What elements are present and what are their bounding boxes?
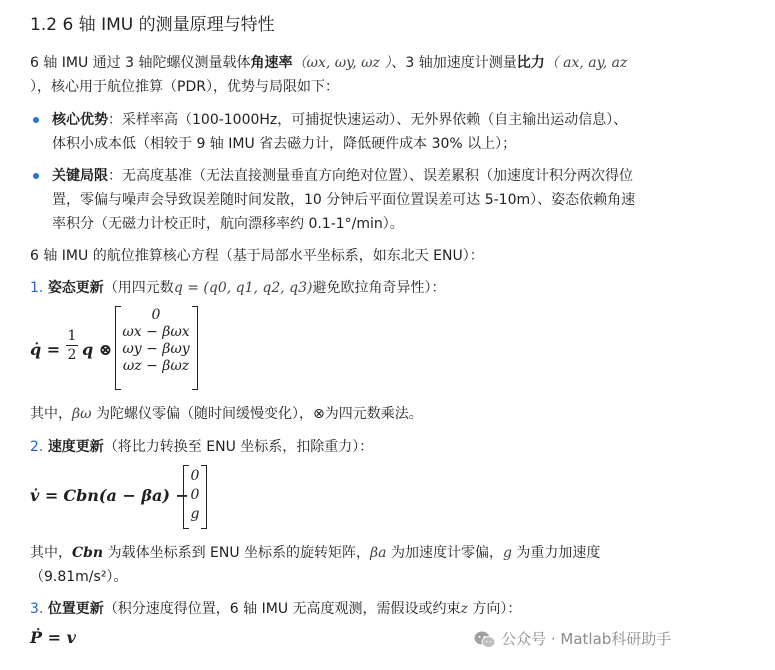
intro-text-1: 6 轴 IMU 通过 3 轴陀螺仪测量载体: [30, 55, 251, 71]
step-2-heading: [30, 436, 373, 458]
note-text: 其中，: [30, 406, 72, 422]
note-text: 其中，: [30, 545, 72, 561]
vector-entry: ωz − βωz: [122, 358, 190, 374]
bullet-advantage-line-1: [52, 109, 627, 131]
step-desc: 方向）：: [472, 601, 522, 617]
step-desc: （积分速度得位置，6 轴 IMU 无高度观测，需假设或约束: [103, 601, 461, 617]
step-2-note-line-2: （9.81m/s²）。: [30, 569, 128, 585]
vector-entry: 0: [190, 468, 200, 484]
step-number: 1.: [30, 280, 44, 296]
watermark-text: 公众号 · Matlab科研助手: [501, 630, 672, 648]
equation-vector-attitude: [121, 307, 191, 375]
bullet-dot: [33, 173, 39, 179]
equation-lhs: v̇ =: [30, 486, 59, 505]
vector-entry: ωx − βωx: [122, 324, 190, 340]
step-math: z: [460, 601, 468, 617]
step-title: 位置更新: [47, 601, 104, 617]
step-title: 速度更新: [47, 439, 104, 455]
step-math: q = (q0, q1, q2, q3): [173, 280, 313, 296]
bullet-advantage-line-2: 体积小成本低（相较于 9 轴 IMU 省去磁力计，降低硬件成本 30% 以上）；: [52, 136, 517, 152]
note-text: 为陀螺仪零偏（随时间缓慢变化），: [95, 406, 313, 422]
step-desc: （用四元数: [103, 280, 174, 296]
step-2-note-line-1: [30, 542, 600, 564]
bullet-limitation-text: ：无高度基准（无法直接测量垂直方向绝对位置）、误差累积（加速度计积分两次得位: [108, 168, 633, 184]
step-1-heading: [30, 277, 446, 299]
intro-line-1: [30, 52, 627, 74]
equation-position: [30, 628, 76, 647]
intro-math-accel: （ ax, ay, az: [544, 55, 628, 71]
step-desc: （将比力转换至 ENU 坐标系，扣除重力）：: [103, 439, 374, 455]
intro-bold-angular-rate: 角速率: [250, 55, 293, 71]
equation-velocity: [30, 486, 189, 505]
intro-math-omega: （ωx, ωy, ωz ）: [292, 55, 392, 71]
note-math: βa: [370, 545, 387, 561]
section-heading: 1.2 6 轴 IMU 的测量原理与特性: [30, 15, 275, 35]
note-text: 为加速度计零偏，: [390, 545, 503, 561]
intro-line-2: ），核心用于航位推算（PDR），优势与局限如下：: [30, 79, 339, 95]
step-number: 3.: [30, 601, 44, 617]
note-text: 为四元数乘法。: [324, 406, 423, 422]
vector-entry: ωy − βωy: [122, 341, 190, 357]
bullet-limitation-label: 关键局限: [52, 168, 108, 184]
bullet-advantage-label: 核心优势: [52, 112, 108, 128]
note-math: βω: [72, 406, 92, 422]
bullet-dot: [33, 117, 39, 123]
intro-text-2: 、3 轴加速度计测量: [391, 55, 517, 71]
bullet-limitation-line-1: [52, 165, 633, 187]
fraction-denominator: 2: [67, 347, 77, 363]
fraction-numerator: 1: [67, 328, 77, 344]
equation-mid: q ⊗: [82, 340, 113, 359]
intro-bold-specific-force: 比力: [516, 55, 545, 71]
vector-entry: 0: [151, 307, 161, 323]
equation-fraction: [66, 327, 78, 364]
note-math: Cbn: [72, 545, 104, 561]
step-title: 姿态更新: [47, 280, 104, 296]
equation-vector-gravity: [188, 467, 202, 524]
vector-entry: 0: [190, 487, 200, 503]
wechat-icon: [474, 630, 496, 650]
note-math: g: [502, 545, 512, 561]
note-math: ⊗: [312, 406, 325, 422]
equation-lhs: q̇ =: [30, 340, 61, 359]
bullet-advantage-text: ：采样率高（100-1000Hz，可捕捉快速运动）、无外界依赖（自主输出运动信息）、: [108, 112, 628, 128]
equations-intro: 6 轴 IMU 的航位推算核心方程（基于局部水平坐标系，如东北天 ENU）：: [30, 248, 484, 264]
equation-quaternion-product: [82, 340, 112, 359]
step-3-heading: [30, 598, 521, 620]
bullet-limitation-line-2: 置，零偏与噪声会导致误差随时间发散，10 分钟后平面位置误差可达 5-10m）、姿态依赖角速: [52, 192, 636, 208]
step-desc: 避免欧拉角奇异性）：: [312, 280, 446, 296]
bullet-limitation-line-3: 率积分（无磁力计校正时，航向漂移率约 0.1-1°/min）。: [52, 216, 404, 232]
equation-attitude-lhs: [30, 340, 60, 359]
note-text: 为重力加速度: [516, 545, 601, 561]
step-1-note: [30, 403, 423, 425]
step-number: 2.: [30, 439, 44, 455]
note-text: 为载体坐标系到 ENU 坐标系的旋转矩阵，: [107, 545, 371, 561]
equation-mid: Cbn(a − βa) −: [63, 486, 189, 505]
watermark: [474, 628, 671, 650]
equation-lhs: Ṗ = v: [30, 628, 76, 647]
vector-entry: g: [190, 506, 200, 522]
matrix-bracket-right: [192, 306, 198, 390]
